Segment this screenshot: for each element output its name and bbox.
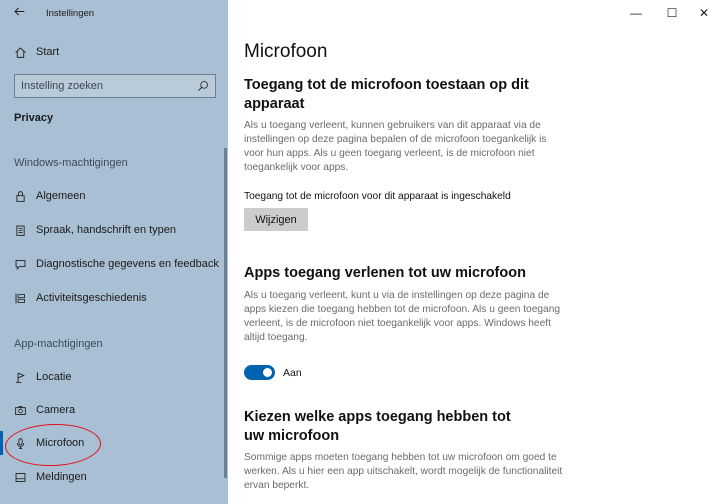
- sidebar-item-home[interactable]: [0, 37, 226, 67]
- notifications-icon: [13, 470, 27, 484]
- sidebar-item-camera[interactable]: [0, 395, 226, 425]
- section-heading-app-access: Apps toegang verlenen tot uw microfoon: [244, 265, 526, 281]
- back-button[interactable]: [10, 5, 28, 23]
- sidebar-item-diagnostics[interactable]: [0, 249, 226, 279]
- window-title: Instellingen: [46, 8, 95, 19]
- sidebar-scrollbar[interactable]: [224, 148, 227, 478]
- location-icon: [13, 370, 27, 384]
- content-pane: [228, 0, 720, 504]
- sidebar-item-label: Locatie: [36, 371, 72, 383]
- category-title: Privacy: [14, 112, 54, 124]
- search-input[interactable]: [21, 80, 191, 92]
- sidebar: [0, 0, 228, 504]
- sidebar-item-label: Meldingen: [36, 471, 87, 483]
- camera-icon: [13, 403, 27, 417]
- timeline-icon: [13, 291, 27, 305]
- maximize-button[interactable]: ☐: [666, 6, 678, 20]
- feedback-icon: [13, 257, 27, 271]
- sidebar-item-location[interactable]: [0, 362, 226, 392]
- section-description-app-access: Als u toegang verleent, kunt u via de instellingen op deze pagina de apps kiezen die toegang hebben tot de microfoon. Als u geen toegang verleent, is de microfoon niet toegankelijk voor apps. Windows heeft altijd toegang.: [244, 290, 561, 343]
- device-access-status: Toegang tot de microfoon voor dit apparaat is ingeschakeld: [244, 191, 511, 202]
- close-button[interactable]: ✕: [698, 6, 710, 20]
- toggle-state-label: Aan: [283, 367, 302, 379]
- home-icon: [13, 45, 27, 59]
- sidebar-item-label: Spraak, handschrift en typen: [36, 224, 177, 236]
- sidebar-item-label: Algemeen: [36, 190, 86, 202]
- sidebar-item-label: Start: [36, 46, 60, 58]
- sidebar-item-notifications[interactable]: [0, 462, 226, 492]
- back-arrow-icon: [13, 5, 26, 18]
- app-access-toggle[interactable]: [244, 365, 275, 380]
- section-heading-windows: Windows-machtigingen: [14, 157, 128, 169]
- change-button[interactable]: Wijzigen: [244, 208, 308, 231]
- title-bar-left: [0, 0, 228, 28]
- sidebar-item-label: Camera: [36, 404, 76, 416]
- search-box[interactable]: [14, 74, 216, 98]
- sidebar-item-general[interactable]: [0, 181, 226, 211]
- sidebar-item-label: Activiteitsgeschiedenis: [36, 292, 147, 304]
- minimize-button[interactable]: —: [630, 6, 642, 20]
- sidebar-item-speech[interactable]: [0, 215, 226, 245]
- section-heading-app: App-machtigingen: [14, 338, 103, 350]
- toggle-knob: [263, 368, 272, 377]
- page-title: Microfoon: [244, 41, 328, 62]
- notepad-icon: [13, 223, 27, 237]
- sidebar-item-label: Microfoon: [36, 437, 85, 449]
- sidebar-item-activity-history[interactable]: [0, 283, 226, 313]
- lock-icon: [13, 189, 27, 203]
- sidebar-item-label: Diagnostische gegevens en feedback: [36, 258, 219, 270]
- section-description-choose-apps: Sommige apps moeten toegang hebben tot uw microfoon om goed te werken. Als u hier een app uitschakelt, wordt mogelijk de functionaliteit ervan beperkt.: [244, 452, 563, 491]
- section-heading-choose-apps: Kiezen welke apps toegang hebben tot uw microfoon: [244, 409, 511, 444]
- section-heading-device-access: Toegang tot de microfoon toestaan op dit apparaat: [244, 77, 529, 112]
- search-icon[interactable]: [197, 80, 209, 92]
- section-description-device-access: Als u toegang verleent, kunnen gebruikers van dit apparaat via de instellingen op deze pagina bepalen of de microfoon toegankelijk is voor hun apps. Als u geen toegang verleent, is de microfoon niet toegankelijk voor apps.: [244, 120, 547, 173]
